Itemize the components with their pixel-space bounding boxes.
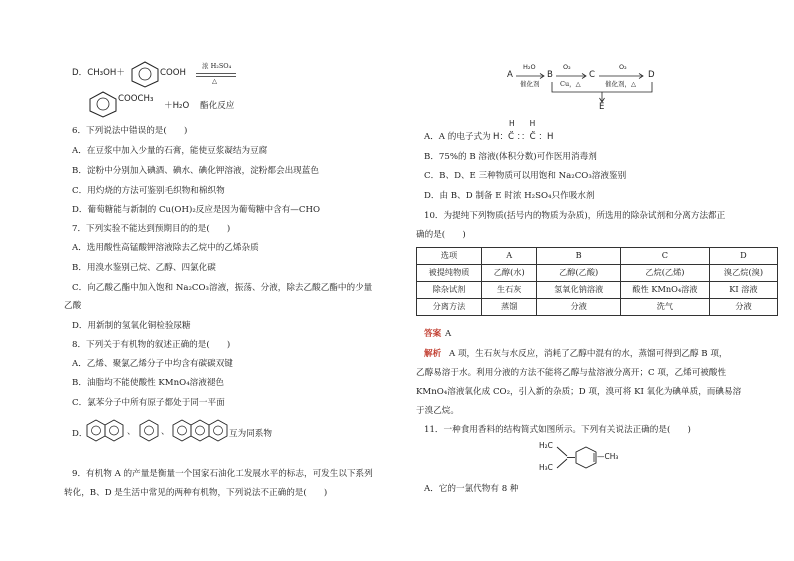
q8-option-d: D． [72,429,88,439]
scheme-d: D [648,70,655,80]
q11-h2c: H₂C [539,441,553,450]
table-cell: 分液 [537,299,620,316]
scheme-h2o: H₂O [523,63,536,71]
question-10-cont: 确的是( ) [416,230,466,240]
table-cell: 分离方法 [417,299,482,316]
table-cell: D [709,248,777,265]
q7-option-d: D．用新制的氢氧化铜检验尿糖 [72,321,191,331]
table-cell: 氢氧化钠溶液 [537,282,620,299]
question-7: 7．下列实验不能达到预期目的的是( ) [72,224,231,234]
scheme-c: C [589,70,596,80]
table-cell: B [537,248,620,265]
naphthalene-icon [86,418,124,444]
scheme-o2-1: O₂ [563,63,571,71]
table-cell: 生石灰 [482,282,537,299]
table-row [417,299,778,316]
table-cell: C [620,248,709,265]
table-row [417,248,778,265]
q7-option-b: B．用溴水鉴别己烷、乙醇、四氯化碳 [72,263,216,273]
scheme-cat1: 催化剂 [520,80,540,88]
question-8: 8．下列关于有机物的叙述正确的是( ) [72,340,231,350]
d-eq-product: COOCH₃ [118,94,154,104]
scheme-connector-lines [549,78,659,104]
table-row [417,265,778,282]
d-eq-cond-bottom: △ [212,77,217,85]
q11-option-a: A．它的一氯代物有 8 种 [424,484,519,494]
q8-option-b: B．油脂均不能使酸性 KMnO₄溶液褪色 [72,378,225,388]
equilibrium-arrow-icon [196,72,238,78]
q6-option-c: C．用灼烧的方法可鉴别毛织物和棉织物 [72,186,225,196]
table-row [417,282,778,299]
table-cell: 乙醇(水) [482,265,537,282]
q6-option-d: D．葡萄糖能与新制的 Cu(OH)₂反应是因为葡萄糖中含有—CHO [72,205,321,215]
q11-h3c: H₃C [539,463,553,472]
benzene-ring-icon [138,418,160,444]
explanation-label: 解析 [424,349,442,359]
q7-option-c: C．向乙酸乙酯中加入饱和 Na₂CO₃溶液，振荡、分液，除去乙酸乙酯中的少量 [72,283,373,293]
d-eq-reactant: D．CH₃OH＋ [72,68,125,78]
q7-option-a: A．选用酸性高锰酸钾溶液除去乙烷中的乙烯杂质 [72,243,259,253]
table-cell: 溴乙烷(溴) [709,265,777,282]
separator: 、 [161,427,170,437]
table-cell: 分液 [709,299,777,316]
answer-value: A [445,329,452,339]
table-cell: 被提纯物质 [417,265,482,282]
d-eq-cond-top: 浓 H₂SO₄ [202,62,232,70]
q8-option-c: C．氯苯分子中所有原子都处于同一平面 [72,398,225,408]
q9a-h-top: H H [509,119,536,128]
q9-option-a: A．A 的电子式为 [424,132,491,142]
scheme-a: A [507,70,513,80]
q9-option-b: B．75%的 B 溶液(体积分数)可作医用消毒剂 [424,152,597,162]
scheme-cat2: 催化剂，△ [605,80,636,88]
q9-option-d: D．由 B、D 制备 E 时浓 H₂SO₄只作吸水剂 [424,191,595,201]
table-cell: 乙醇(乙酸) [537,265,620,282]
explanation-line: KMnO₄溶液氧化成 CO₂，引入新的杂质；D 项，溴可将 KI 氧化为碘单质，而碘易溶 [416,387,742,397]
d-eq-water: ＋H₂O [164,101,190,111]
q6-option-b: B．淀粉中分别加入碘酒、碘水、碘化钾溶液，淀粉都会出现蓝色 [72,166,319,176]
table-cell: 乙烷(乙烯) [620,265,709,282]
table-cell: A [482,248,537,265]
benzene-ring-icon [128,60,162,88]
question-6: 6．下列说法中错误的是( ) [72,126,188,136]
q8-option-a: A．乙烯、聚氯乙烯分子中均含有碳碳双键 [72,359,233,369]
scheme-e: E [599,102,605,112]
question-10: 10．为提纯下列物质(括号内的物质为杂质)，所选用的除杂试剂和分离方法都正 [424,211,726,221]
q8-option-d-suffix: 互为同系物 [229,429,272,439]
answer-label: 答案 [424,329,442,339]
scheme-b: B [547,70,553,80]
table-cell: 蒸馏 [482,299,537,316]
question-9-cont: 转化，B、D 是生活中常见的两种有机物，下列说法不正确的是( ) [64,488,328,498]
table-cell: 酸性 KMnO₄溶液 [620,282,709,299]
q6-option-a: A．在豆浆中加入少量的石膏，能使豆浆凝结为豆腐 [72,146,268,156]
explanation-line: A 项，生石灰与水反应，消耗了乙醇中混有的水，蒸馏可得到乙醇 B 项， [449,349,728,359]
purification-table [416,247,778,316]
separator: 、 [127,427,136,437]
table-cell: 选项 [417,248,482,265]
q11-ch3: —CH₃ [597,452,619,461]
benzene-ring-icon [86,90,120,118]
explanation-line: 于溴乙烷。 [416,406,459,416]
explanation-line: 乙醇易溶于水。利用分液的方法不能将乙醇与盐溶液分离开；C 项，乙烯可被酸性 [416,368,727,378]
scheme-o2-2: O₂ [619,63,627,71]
table-cell: 洗气 [620,299,709,316]
question-9: 9．有机物 A 的产量是衡量一个国家石油化工发展水平的标志，可发生以下系列 [72,469,373,479]
table-cell: 除杂试剂 [417,282,482,299]
q7-option-c-cont: 乙酸 [64,301,82,311]
anthracene-icon [172,418,228,444]
d-eq-type: 酯化反应 [200,101,235,111]
q9-option-c: C．B、D、E 三种物质可以用饱和 Na₂CO₃溶液鉴别 [424,171,627,181]
scheme-cu: Cu，△ [560,80,581,88]
arrow-right-icon [516,73,546,79]
question-11: 11．一种食用香料的结构简式如图所示。下列有关说法正确的是( ) [424,425,691,435]
d-eq-cooh: COOH [160,68,186,78]
q9a-formula: H：C̈ ：：C̈ ：H [493,132,554,142]
table-cell: KI 溶液 [709,282,777,299]
